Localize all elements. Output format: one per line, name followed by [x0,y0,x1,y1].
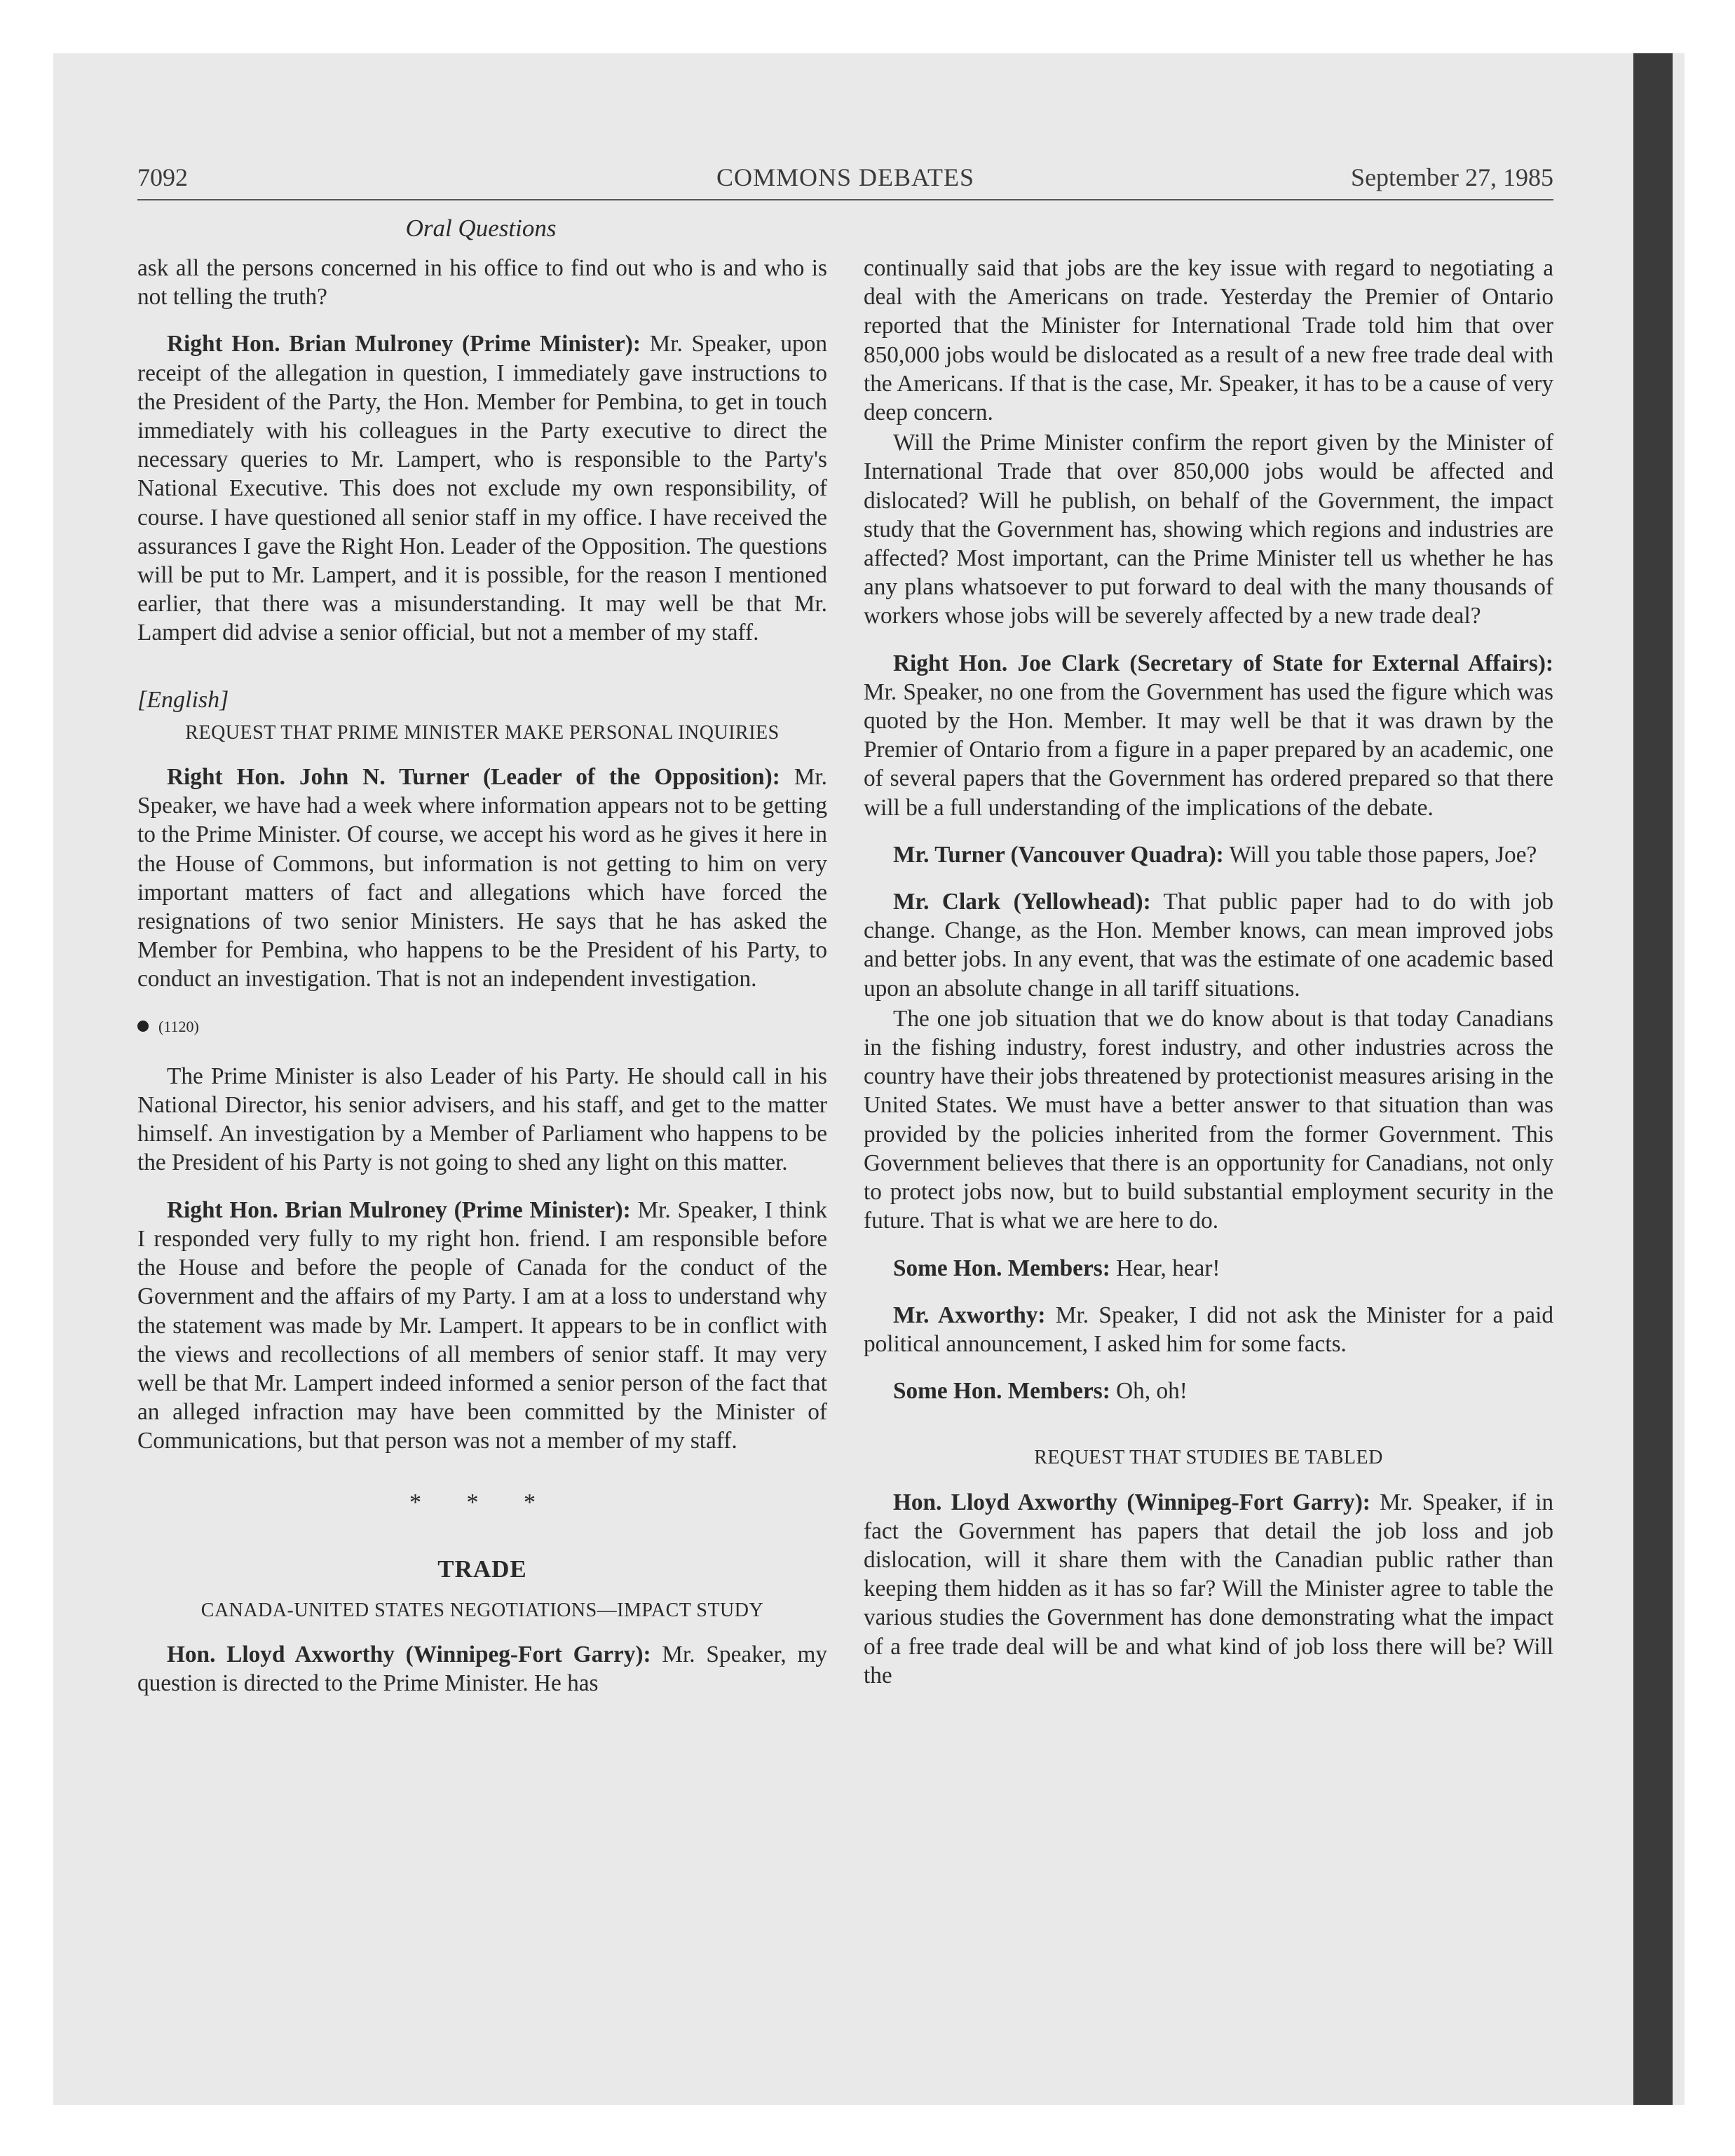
paragraph [864,1254,1553,1283]
section-separator: * * * [409,1489,555,1515]
speech-text: Mr. Speaker, if in fact the Government has papers that detail the job loss and job dislocation, will it share them with the Canadian public rather than keeping them hidden as it has so far? Will the Minister agree to table the various studies the Government has done demonstrating what the impact of a free trade deal will be and what kind of job loss there will be? Will the [864,1489,1554,1688]
time-marker-text: (1120) [158,1017,199,1035]
speech-text: Hear, hear! [1110,1255,1220,1281]
paragraph: The one job situation that we do know about is that today Canadians in the fishing industry, forest industry, and other industries across the country have their jobs threatened by protectionist measures arising in the United States. We must have a better answer to that situation than was provided by the policies inherited from the former Government. This Government believes that there is an opportunity for Canadians, not only to protect jobs now, but to build substantial employment security in the future. That is what we are here to do. [864,1005,1553,1234]
time-marker [137,1012,827,1041]
speech-text: Mr. Speaker, no one from the Government has used the figure which was quoted by the Hon. Member. It may well be that it was drawn by the Premier of Ontario from a figure in a paper prepared by an academic, one of several papers that the Government has ordered prepared so that there will be a full understanding of the implications of the debate. [864,678,1553,821]
paragraph: The Prime Minister is also Leader of his Party. He should call in his National Director, his senior advisers, and his staff, and get to the matter himself. An investigation by a Member of Parliament who happens to be the President of his Party is not going to shed any light on this matter. [137,1063,827,1176]
paragraph [137,1196,827,1456]
paragraph: ask all the persons concerned in his office to find out who is and who is not telling the truth? [137,255,827,311]
paragraph [137,763,827,994]
left-column [137,254,827,1717]
paragraph: Will the Prime Minister confirm the report given by the Minister of International Trade that over 850,000 jobs would be affected and dislocated? Will he publish, on behalf of the Government, the impact study that the Government has, showing which regions and industries are affected? Most important, can the Prime Minister tell us whether he has any plans whatsoever to put forward to deal with the many thousands of workers whose jobs will be severely affected by a new trade deal? [864,430,1553,629]
page-header [137,163,1553,200]
section-heading: TRADE [437,1555,527,1583]
paragraph [864,1301,1553,1358]
speaker-name: Right Hon. John N. Turner (Leader of the Opposition): [167,764,780,791]
speaker-name: Hon. Lloyd Axworthy (Winnipeg-Fort Garry): [167,1642,651,1668]
speech-text: Mr. Speaker, upon receipt of the allegation in question, I immediately gave instructions to the President of the Party, the Hon. Member for Pembina, to get in touch immediately with his colleagues in the Party executive to direct the necessary queries to Mr. Lampert, who is responsible to the Party's National Executive. This does not exclude my own responsibility, of course. I have questioned all senior staff in my office. I have received the assurances I gave the Right Hon. Leader of the Opposition. The questions will be put to Mr. Lampert, and it is possible, for the reason I mentioned earlier, that there was a misunderstanding. It may well be that Mr. Lampert did advise a senior official, but not a member of my staff. [137,331,827,646]
subheading: REQUEST THAT PRIME MINISTER MAKE PERSONAL INQUIRIES [185,721,780,744]
paragraph [864,1377,1553,1405]
paragraph [864,887,1553,1003]
subheading: CANADA-UNITED STATES NEGOTIATIONS—IMPACT STUDY [200,1599,764,1621]
speaker-name: Right Hon. Brian Mulroney (Prime Minister): [167,1196,631,1223]
right-column [864,254,1553,1708]
speaker-name: Mr. Axworthy: [893,1302,1046,1328]
speech-text: Oh, oh! [1110,1378,1188,1405]
speech-text: That public paper had to do with job change. Change, as the Hon. Member knows, can mean improved jobs and better jobs. In any event, that was the estimate of one academic based upon an absolute change in all tariff situations. [864,889,1553,1002]
header-rule [137,199,1553,200]
paragraph [137,329,827,647]
speaker-name: Some Hon. Members: [893,1255,1110,1281]
speech-text: Will you table those papers, Joe? [1223,841,1537,868]
section-label: Oral Questions [405,214,557,242]
speaker-name: Some Hon. Members: [893,1378,1110,1405]
page-number: 7092 [137,163,188,191]
paragraph [864,649,1553,822]
speech-text: Mr. Speaker, we have had a week where information appears not to be getting to the Prime Minister. Of course, we accept his word as he gives it here in the House of Commons, but information is not getting to him on very important matters of fact and allegations which have forced the resignations of two senior Ministers. He says that he has asked the Member for Pembina, who happens to be the President of his Party, to conduct an investigation. That is not an independent investigation. [137,764,827,992]
bullet-icon [137,1021,149,1032]
paragraph: continually said that jobs are the key issue with regard to negotiating a deal with the Americans on trade. Yesterday the Premier of Ontario reported that the Minister for International Trade told him that over 850,000 jobs would be dislocated as a result of a new free trade deal with the Americans. If that is the case, Mr. Speaker, it has to be a cause of very deep concern. [864,255,1553,426]
scan-edge-bar [1633,53,1673,2105]
speaker-name: Right Hon. Joe Clark (Secretary of State for External Affairs): [893,650,1553,676]
speaker-name: Mr. Clark (Yellowhead): [893,889,1151,915]
speaker-name: Hon. Lloyd Axworthy (Winnipeg-Fort Garry): [893,1489,1370,1515]
publication-title: COMMONS DEBATES [716,163,975,191]
speaker-name: Right Hon. Brian Mulroney (Prime Minister): [167,331,641,357]
speech-text: Mr. Speaker, I think I responded very fully to my right hon. friend. I am responsible before the House and before the people of Canada for the conduct of the Government and the affairs of my Party. I am at a loss to understand why the statement was made by Mr. Lampert. It appears to be in conflict with the views and recollections of all members of senior staff. It may very well be that Mr. Lampert indeed informed a senior person of the fact that an alleged infraction may have been committed by the Minister of Communications, but that person was not a member of my staff. [137,1196,827,1454]
paragraph [137,1640,827,1698]
page-date: September 27, 1985 [1351,163,1553,191]
speech-text: Mr. Speaker, my question is directed to the Prime Minister. He has [137,1642,828,1697]
paragraph [864,840,1553,869]
speech-text: Mr. Speaker, I did not ask the Minister for a paid political announcement, I asked him for some facts. [864,1302,1553,1357]
subheading: REQUEST THAT STUDIES BE TABLED [1034,1447,1383,1469]
speaker-name: Mr. Turner (Vancouver Quadra): [893,841,1224,868]
language-tag: [English] [137,686,229,713]
paragraph [864,1488,1553,1690]
